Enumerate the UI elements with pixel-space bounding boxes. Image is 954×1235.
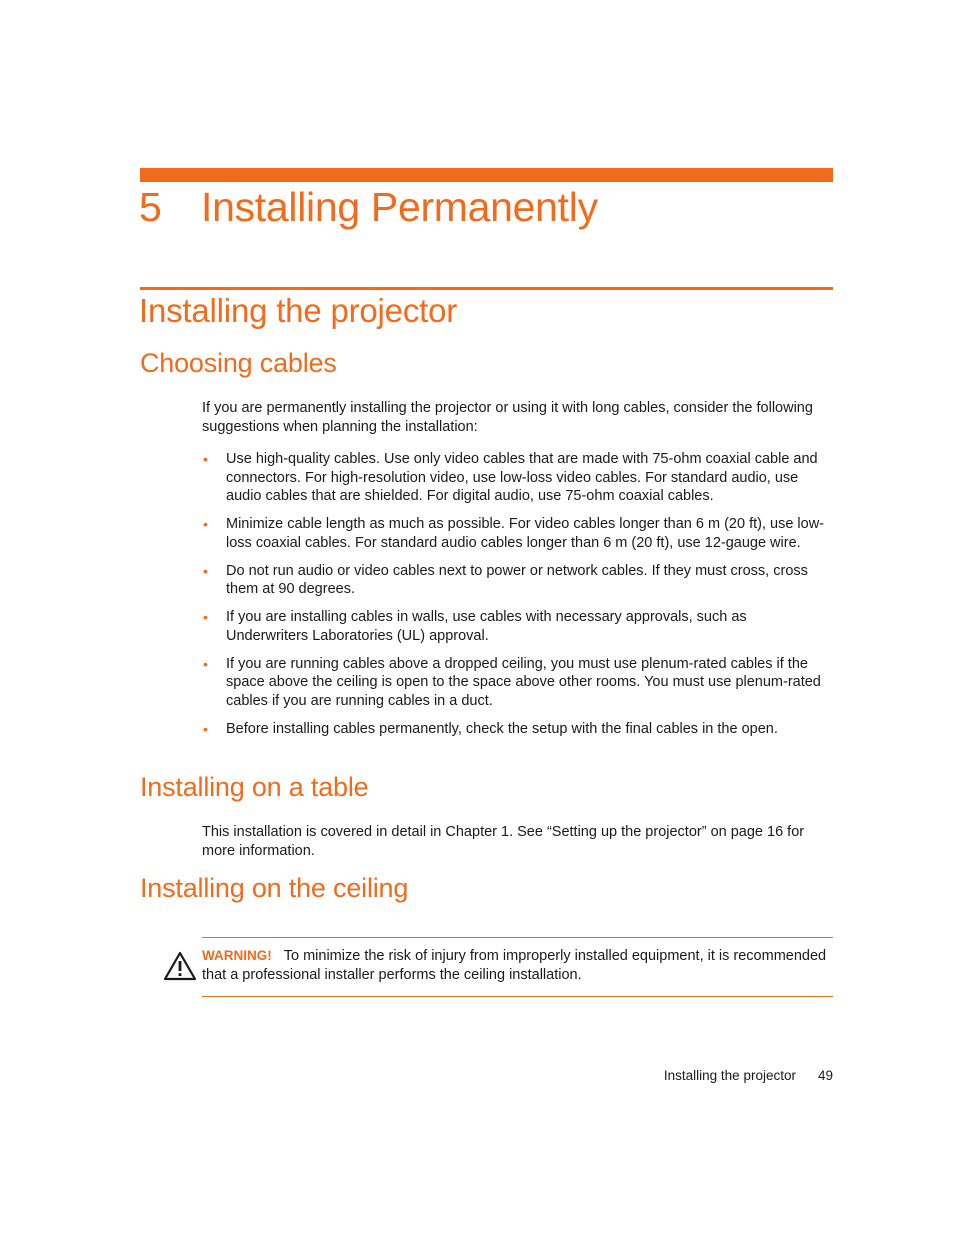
bullet-icon: • (203, 720, 208, 737)
warning-triangle-icon (163, 951, 197, 981)
bullet-icon: • (203, 516, 208, 532)
list-item (202, 655, 832, 711)
warning-bottom-rule (202, 996, 833, 997)
list-item-text: If you are installing cables in walls, use cables with necessary approvals, such as Underwriters Laboratories (UL) approval. (226, 609, 747, 644)
chapter-title-text: Installing Permanently (201, 184, 598, 230)
list-item-text: If you are running cables above a dropped ceiling, you must use plenum-rated cables if the space above the ceiling is open to the space above other rooms. You must use plenum-rated cables if you are running cables in a duct. (226, 655, 821, 709)
cable-suggestions-list (202, 450, 832, 748)
choosing-cables-intro: If you are permanently installing the projector or using it with long cables, consider the following suggestions when planning the installation: (202, 400, 813, 435)
installing-table-text: This installation is covered in detail in Chapter 1. See “Setting up the projector” on page 16 for more information. (202, 824, 805, 859)
heading-installing-table: Installing on a table (140, 772, 369, 802)
list-item (202, 562, 832, 599)
list-item-text: Before installing cables permanently, check the setup with the final cables in the open. (226, 720, 778, 737)
warning-top-rule (202, 937, 833, 938)
list-item-text: Minimize cable length as much as possible. For video cables longer than 6 m (20 ft), use low-loss coaxial cables. For standard audio cables longer than 6 m (20 ft), use 12-gauge wire. (226, 516, 825, 551)
section-title: Installing the projector (139, 292, 458, 329)
footer-section-title: Installing the projector (663, 1068, 796, 1083)
list-item (202, 450, 832, 506)
list-item (202, 608, 832, 645)
chapter-title (139, 184, 598, 231)
bullet-icon: • (203, 655, 208, 672)
chapter-number: 5 (139, 184, 162, 230)
page-footer (664, 1068, 833, 1083)
list-item (202, 720, 832, 739)
heading-installing-ceiling: Installing on the ceiling (140, 873, 409, 903)
bullet-icon: • (203, 609, 208, 625)
page-number: 49 (817, 1068, 833, 1083)
list-item-text: Use high-quality cables. Use only video cables that are made with 75-ohm coaxial cable and connectors. For high-resolution video, use low-loss video cables. For standard audio, use audio cables that are shielded. For digital audio, use 75-ohm coaxial cables. (226, 451, 818, 504)
warning-message (202, 947, 832, 984)
list-item (202, 515, 832, 552)
section-rule (140, 287, 833, 290)
list-item-text: Do not run audio or video cables next to power or network cables. If they must cross, cross them at 90 degrees. (226, 562, 808, 597)
bullet-icon: • (203, 562, 208, 579)
warning-text: To minimize the risk of injury from improperly installed equipment, it is recommended that a professional installer performs the ceiling installation. (202, 948, 827, 983)
heading-choosing-cables: Choosing cables (140, 348, 337, 378)
chapter-header-bar (140, 168, 833, 182)
bullet-icon: • (203, 451, 208, 467)
warning-label: WARNING! (202, 948, 272, 963)
